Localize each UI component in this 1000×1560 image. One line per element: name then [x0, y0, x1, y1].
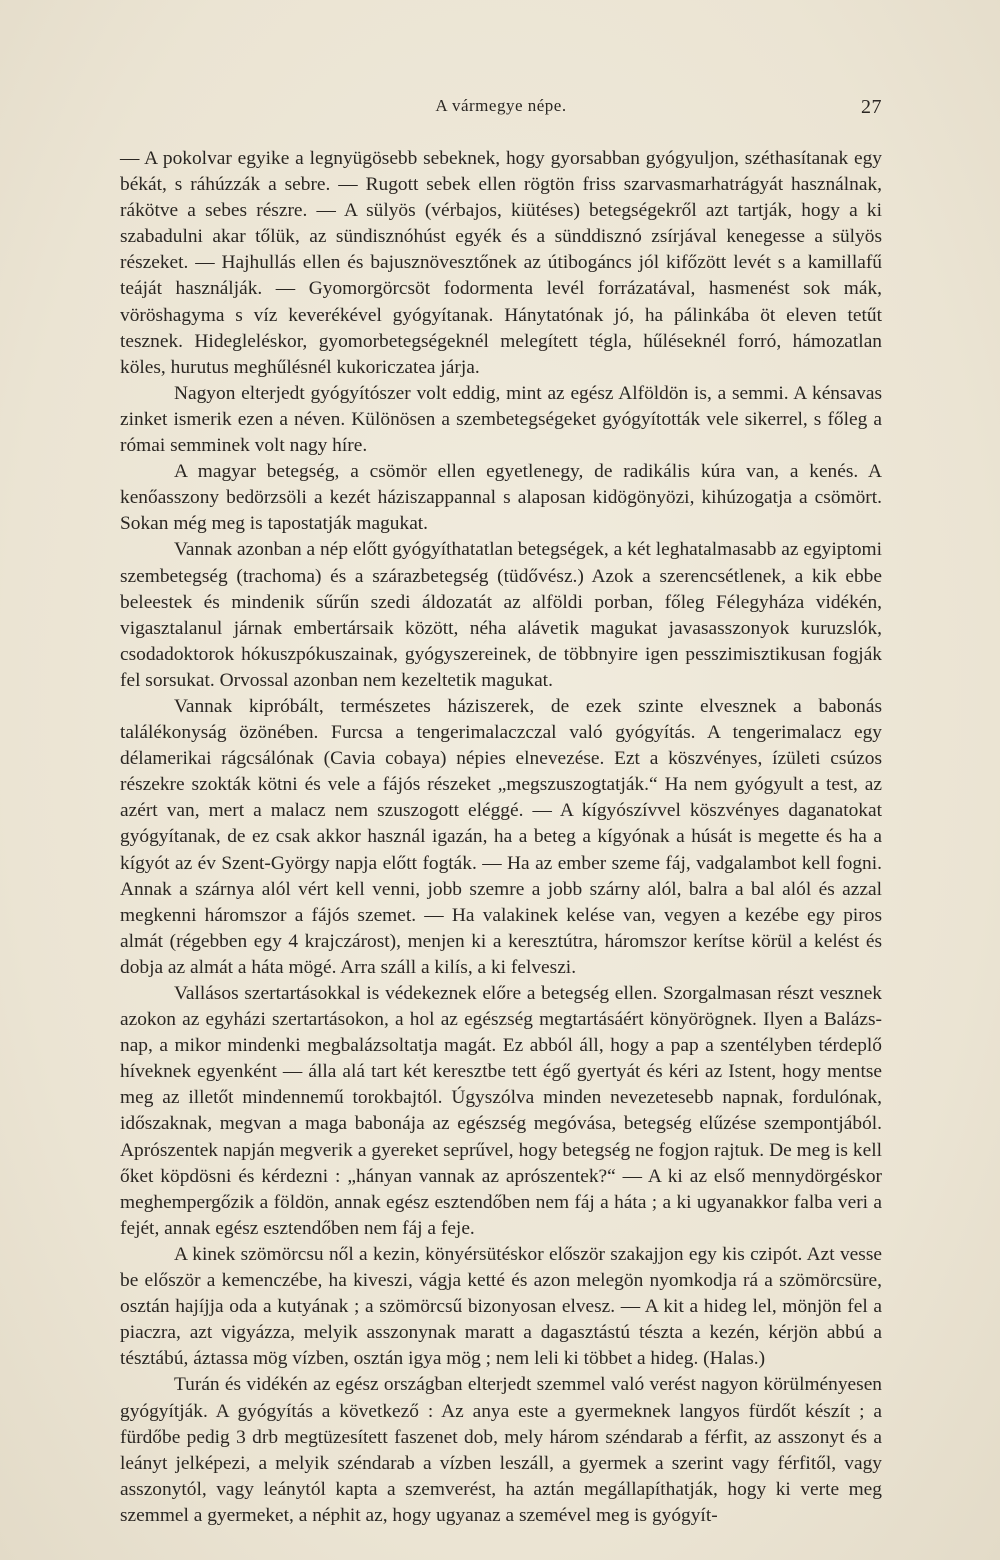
- body-text: [120, 146, 882, 1529]
- paragraph: — A pokolvar egyike a legnyügösebb sebeknek, hogy gyorsabban gyógyuljon, széthasítanak egy békát, s ráhúzzák a sebre. — Rugott sebek ellen rögtön friss szarvasmarhatrágyát használnak, rákötve a sebes részre. — A sülyös (vérbajos, kiütéses) betegségekről azt tartják, hogy a ki szabadulni akar tőlük, az sündisznóhúst egyék és a sünddisznó zsírjával kenegesse a sülyös részeket. — Hajhullás ellen és bajusznövesztőnek az útibogáncs jól kifőzött levét s a kamillafű teáját használják. — Gyomorgörcsöt fodormenta levél forrázatával, hasmenést sok mák, vöröshagyma s víz keverékével gyógyítanak. Hánytatónak jó, ha pálinkába öt eleven tetűt tesznek. Hidegleléskor, gyomorbetegségeknél melegített tégla, hűléseknél forró, hámozatlan köles, hurutus meghűlésnél kukoriczatea járja.: [120, 148, 882, 378]
- paragraph: A kinek szömörcsu nől a kezin, könyérsütéskor először szakajjon egy kis czipót. Azt vesse be először a kemenczébe, ha kiveszi, vágja ketté és azon melegön nyomkodja rá a szömörcsüre, osztán hajíjja oda a kutyának ; a szömörcsű bizonyosan elvesz. — A kit a hideg lel, mönjön fel a piaczra, azt vigyázza, melyik asszonynak maratt a dagasztástú tészta a kezén, kérjön abbú a tésztábú, áztassa mög vízben, osztán igya mög ; nem leli ki többet a hideg. (Halas.): [120, 1243, 882, 1370]
- paragraph: A magyar betegség, a csömör ellen egyetlenegy, de radikális kúra van, a kenés. A kenőasszony bedörzsöli a kezét háziszappannal s alaposan kidögönyözi, kihúzogatja a csömört. Sokan még meg is tapostatják magukat.: [120, 461, 882, 535]
- page-header: [120, 96, 882, 120]
- paragraph: Turán és vidékén az egész országban elterjedt szemmel való verést nagyon körülményesen gyógyítják. A gyógyítás a következő : Az anya este a gyermeknek langyos fürdőt készít ; a fürdőbe pedig 3 drb megtüzesített faszenet dob, mely három széndarab a férfit, az asszonyt és a leányt jelképezi, a melyik széndarab a vízben leszáll, a gyermek a szerint vagy férfitől, vagy asszonytól, vagy leánytól kapta a szemverést, ha aztán megállapíthatják, hogy ki verte meg szemmel a gyermeket, a néphit az, hogy ugyanaz a szemével meg is gyógyít-: [120, 1374, 882, 1526]
- paragraph: Vannak azonban a nép előtt gyógyíthatatlan betegségek, a két leghatalmasabb az egyiptomi szembetegség (trachoma) és a szárazbetegség (tüdővész.) Azok a szerencsétlenek, a kik ebbe beleestek és mindenik sűrűn szedi áldozatát az alföldi porban, főleg Félegyháza vidékén, vigasztalanul járnak embertársaik között, néha alávetik magukat javasasszonyok kuruzslók, csodadoktorok hókuszpókuszainak, gyógyszereinek, de többnyire igen pesszimisztikusan fogják fel sorsukat. Orvossal azonban nem kezeltetik magukat.: [120, 539, 882, 691]
- paragraph: Vallásos szertartásokkal is védekeznek előre a betegség ellen. Szorgalmasan részt vesznek azokon az egyházi szertartásokon, a hol az egészség megtartásáért könyörögnek. Ilyen a Balázs-nap, a mikor mindenki megbalázsoltatja magát. Ez abból áll, hogy a pap a szentélyben térdeplő híveknek egyenként — álla alá tart két keresztbe tett égő gyertyát és kéri az Istent, hogy mentse meg az illetőt mindennemű torokbajtól. Úgyszólva minden nevezetesebb napnak, fordulónak, időszaknak, megvan a maga babonája az egészség megóvása, betegség elűzése szempontjából. Aprószentek napján megverik a gyereket seprűvel, hogy betegség ne fogjon rajtuk. De meg is kell őket köpdösni és kérdezni : „hányan vannak az aprószentek?“ — A ki az első mennydörgéskor meghempergőzik a földön, annak egész esztendőben nem fáj a háta ; a ki ugyanakkor falba veri a fejét, annak egész esztendőben nem fáj a feje.: [120, 983, 882, 1239]
- running-title: A vármegye népe.: [435, 96, 567, 115]
- paragraph: Nagyon elterjedt gyógyítószer volt eddig, mint az egész Alföldön is, a semmi. A kénsavas zinket ismerik ezen a néven. Különösen a szembetegségeket gyógyították vele sikerrel, s főleg a római semminek volt nagy híre.: [120, 382, 882, 457]
- paragraph: Vannak kipróbált, természetes háziszerek, de ezek szinte elvesznek a babonás találékonyság özönében. Furcsa a tengerimalaczczal való gyógyítás. A tengerimalacz egy délamerikai rágcsálónak (Cavia cobaya) népies elnevezése. Ezt a köszvényes, ízületi csúzos részekre szokták kötni és vele a fájós részeket „megszuszogtatják.“ Ha nem gyógyult a test, az azért van, mert a malacz nem szuszogott eléggé. — A kígyószívvel köszvényes daganatokat gyógyítanak, de ez csak akkor használ igazán, ha a beteg a kígyónak a húsát is megette és ha a kígyót az év Szent-György napja előtt fogták. — Ha az ember szeme fáj, vadgalambot kell fogni. Annak a szárnya alól vért kell venni, jobb szemre a jobb szárny alól, balra a bal alól és azzal megkenni háromszor a fájós szemet. — Ha valakinek kelése van, vegyen a kezébe egy piros almát (régebben egy 4 krajczárost), menjen ki a keresztútra, háromszor kerítse körül a kelést és dobja az almát a háta mögé. Arra száll a kilís, a ki felveszi.: [120, 695, 882, 978]
- page-number: 27: [861, 96, 882, 118]
